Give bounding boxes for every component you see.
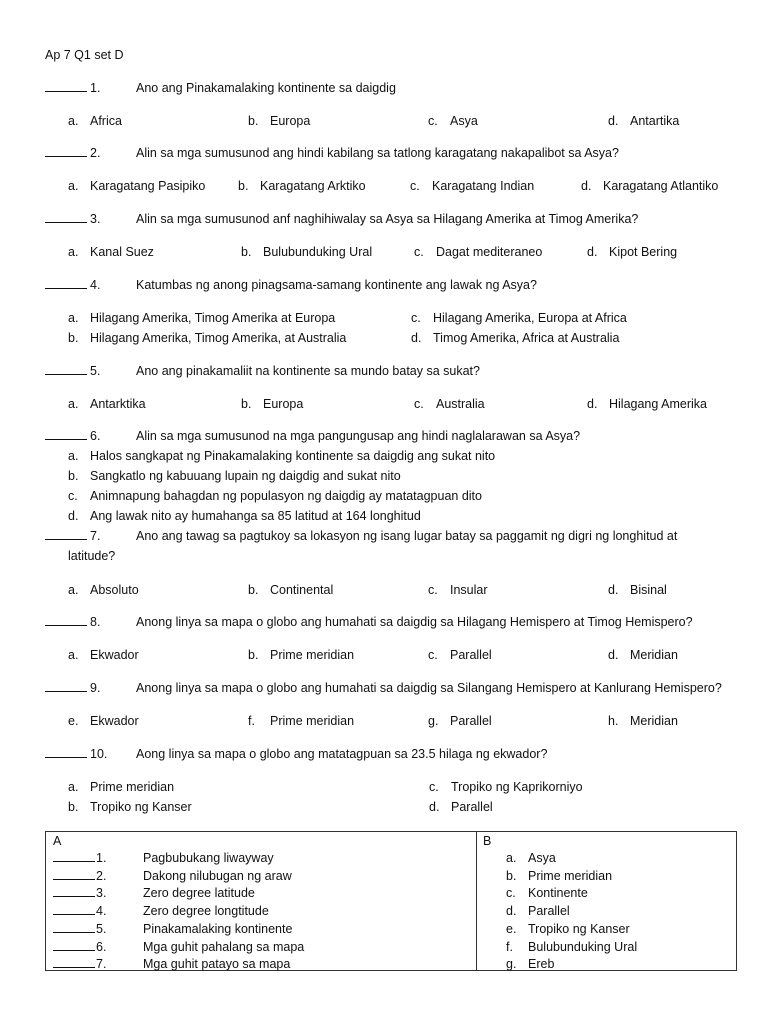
option-text: Karagatang Pasipiko [90,179,206,193]
option-text: Hilagang Amerika, Timog Amerika, at Australia [90,331,347,345]
option-letter: a. [68,245,79,259]
answer-blank[interactable] [53,921,95,937]
question-number: 7. [90,529,101,543]
option-letter: b. [248,648,259,662]
match-b-letter: g. [506,957,517,971]
option-letter: b. [68,469,79,483]
option-text: Karagatang Arktiko [260,179,366,193]
question-text: Ano ang pinakamaliit na kontinente sa mundo batay sa sukat? [136,364,480,378]
option-text: Hilagang Amerika, Timog Amerika at Europa [90,311,336,325]
option-letter: d. [587,397,598,411]
option-letter: b. [238,179,249,193]
option-text: Asya [450,114,478,128]
table-divider [476,832,477,970]
option-letter: c. [429,780,439,794]
match-b-text: Prime meridian [528,869,613,883]
option-letter: d. [429,800,440,814]
option-letter: c. [428,648,438,662]
option-text: Africa [90,114,122,128]
match-a-number: 1. [96,851,107,865]
option-letter: a. [68,179,79,193]
option-letter: d. [411,331,422,345]
question-number: 3. [90,212,101,226]
option-text: Sangkatlo ng kabuuang lupain ng daigdig and sukat nito [90,469,401,483]
answer-blank[interactable] [45,145,87,161]
option-letter: a. [68,397,79,411]
option-text: Continental [270,583,334,597]
question-number: 8. [90,615,101,629]
question-number: 5. [90,364,101,378]
question-text: Aong linya sa mapa o globo ang matatagpuan sa 23.5 hilaga ng ekwador? [136,747,548,761]
answer-blank[interactable] [45,528,87,544]
answer-blank[interactable] [45,680,87,696]
option-text: Dagat mediteraneo [436,245,543,259]
match-b-letter: c. [506,886,516,900]
question-number: 9. [90,681,101,695]
option-text: Antartika [630,114,680,128]
option-letter: c. [428,583,438,597]
option-letter: c. [410,179,420,193]
answer-blank[interactable] [53,868,95,884]
option-text: Parallel [450,648,492,662]
question-text: Alin sa mga sumusunod anf naghihiwalay sa Asya sa Hilagang Amerika at Timog Amerika? [136,212,639,226]
option-text: Kipot Bering [609,245,678,259]
answer-blank[interactable] [45,363,87,379]
option-text: Antarktika [90,397,146,411]
question-number: 10. [90,747,108,761]
option-letter: g. [428,714,439,728]
option-text: Karagatang Indian [432,179,535,193]
column-a-header: A [53,834,62,848]
option-text: Hilagang Amerika [609,397,707,411]
answer-blank[interactable] [45,614,87,630]
option-text: Parallel [451,800,493,814]
option-letter: d. [68,509,79,523]
option-letter: a. [68,648,79,662]
match-a-number: 5. [96,922,107,936]
option-letter: d. [608,583,619,597]
match-a-text: Zero degree latitude [143,886,255,900]
option-text: Prime meridian [270,648,355,662]
match-b-text: Tropiko ng Kanser [528,922,630,936]
option-text: Europa [263,397,304,411]
question-text: Anong linya sa mapa o globo ang humahati sa daigdig sa Hilagang Hemispero at Timog Hemispero? [136,615,693,629]
doc-title: Ap 7 Q1 set D [45,48,124,62]
option-letter: f. [248,714,255,728]
option-letter: d. [587,245,598,259]
option-text: Timog Amerika, Africa at Australia [433,331,620,345]
question-text: Ano ang tawag sa pagtukoy sa lokasyon ng isang lugar batay sa paggamit ng digri ng longhitud at [136,529,678,543]
option-letter: d. [608,114,619,128]
question-number: 6. [90,429,101,443]
option-letter: a. [68,114,79,128]
question-text: Anong linya sa mapa o globo ang humahati sa daigdig sa Silangang Hemispero at Kanlurang Hemispero? [136,681,722,695]
option-text: Insular [450,583,488,597]
match-a-text: Zero degree longtitude [143,904,269,918]
match-a-text: Pinakamalaking kontinente [143,922,293,936]
match-b-letter: e. [506,922,517,936]
match-b-letter: a. [506,851,517,865]
option-text: Absoluto [90,583,139,597]
answer-blank[interactable] [45,80,87,96]
option-letter: a. [68,583,79,597]
match-a-number: 2. [96,869,107,883]
option-text: Animnapung bahagdan ng populasyon ng daigdig ay matatagpuan dito [90,489,482,503]
matching-table [45,831,737,971]
option-text: Meridian [630,714,678,728]
option-letter: b. [68,800,79,814]
question-text: Alin sa mga sumusunod na mga pangungusap ang hindi naglalarawan sa Asya? [136,429,581,443]
match-b-letter: b. [506,869,517,883]
option-text: Ekwador [90,714,139,728]
option-text: Tropiko ng Kaprikorniyo [451,780,583,794]
option-letter: a. [68,311,79,325]
match-b-text: Bulubunduking Ural [528,940,638,954]
question-number: 4. [90,278,101,292]
option-letter: c. [414,245,424,259]
match-b-text: Parallel [528,904,570,918]
match-a-text: Mga guhit patayo sa mapa [143,957,291,971]
option-text: Bisinal [630,583,667,597]
column-b-header: B [483,834,492,848]
question-number: 2. [90,146,101,160]
option-text: Halos sangkapat ng Pinakamalaking kontinente sa daigdig ang sukat nito [90,449,496,463]
match-a-number: 7. [96,957,107,971]
answer-blank[interactable] [45,746,87,762]
option-letter: h. [608,714,619,728]
answer-blank[interactable] [53,850,95,866]
match-a-number: 4. [96,904,107,918]
option-letter: b. [248,583,259,597]
option-letter: c. [414,397,424,411]
option-text: Prime meridian [270,714,355,728]
match-a-text: Mga guhit pahalang sa mapa [143,940,305,954]
question-text: Alin sa mga sumusunod ang hindi kabilang sa tatlong karagatang nakapalibot sa Asya? [136,146,619,160]
option-letter: c. [428,114,438,128]
answer-blank[interactable] [53,956,95,972]
option-text: Australia [436,397,485,411]
question-number: 1. [90,81,101,95]
option-letter: d. [608,648,619,662]
option-text: Parallel [450,714,492,728]
option-letter: b. [68,331,79,345]
match-b-letter: f. [506,940,513,954]
option-letter: b. [241,245,252,259]
option-letter: b. [241,397,252,411]
match-a-number: 6. [96,940,107,954]
answer-blank[interactable] [53,903,95,919]
option-text: Meridian [630,648,678,662]
match-b-text: Kontinente [528,886,588,900]
match-b-text: Asya [528,851,556,865]
answer-blank[interactable] [45,428,87,444]
match-b-letter: d. [506,904,517,918]
match-a-text: Pagbubukang liwayway [143,851,274,865]
answer-blank[interactable] [45,277,87,293]
option-text: Bulubunduking Ural [263,245,373,259]
option-text: Hilagang Amerika, Europa at Africa [433,311,627,325]
option-letter: b. [248,114,259,128]
match-a-number: 3. [96,886,107,900]
option-text: Ang lawak nito ay humahanga sa 85 latitud at 164 longhitud [90,509,421,523]
question-text-continued: latitude? [68,549,116,563]
option-letter: a. [68,449,79,463]
option-letter: d. [581,179,592,193]
answer-blank[interactable] [45,211,87,227]
option-letter: c. [68,489,78,503]
answer-blank[interactable] [53,885,95,901]
option-text: Tropiko ng Kanser [90,800,192,814]
option-letter: e. [68,714,79,728]
question-text: Katumbas ng anong pinagsama-samang kontinente ang lawak ng Asya? [136,278,537,292]
match-a-text: Dakong nilubugan ng araw [143,869,292,883]
option-letter: c. [411,311,421,325]
option-text: Europa [270,114,311,128]
option-text: Kanal Suez [90,245,154,259]
question-text: Ano ang Pinakamalaking kontinente sa daigdig [136,81,396,95]
option-text: Prime meridian [90,780,175,794]
option-text: Karagatang Atlantiko [603,179,719,193]
option-text: Ekwador [90,648,139,662]
option-letter: a. [68,780,79,794]
match-b-text: Ereb [528,957,555,971]
answer-blank[interactable] [53,939,95,955]
